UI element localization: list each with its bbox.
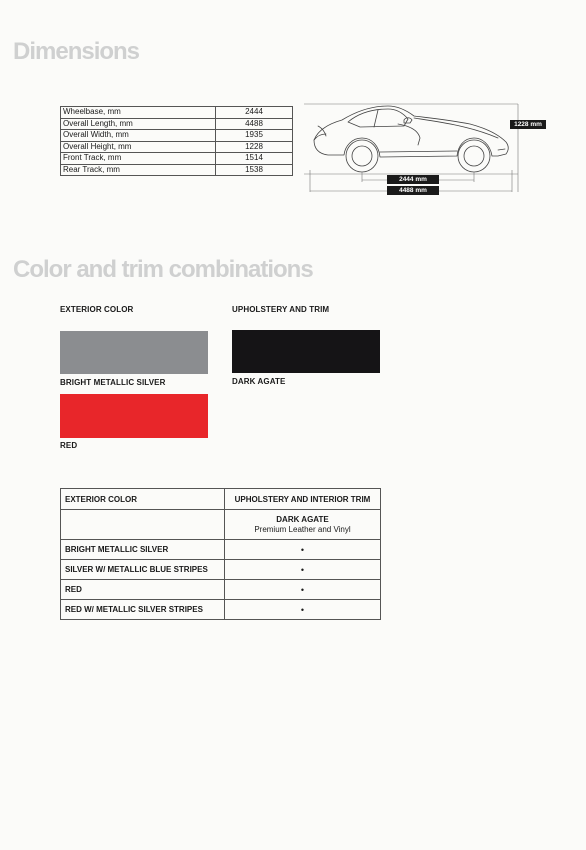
dimension-label: Overall Length, mm <box>61 118 216 130</box>
dimensions-table <box>60 106 293 176</box>
trim-name: DARK AGATE <box>276 515 329 524</box>
color-trim-heading: Color and trim combinations <box>13 256 313 283</box>
dimension-value: 2444 <box>216 107 293 119</box>
swatch-label: RED <box>60 441 78 450</box>
dimensions-heading: Dimensions <box>13 38 140 65</box>
availability-mark: • <box>225 580 381 600</box>
exterior-color-heading: EXTERIOR COLOR <box>60 305 134 314</box>
dimension-value: 4488 <box>216 118 293 130</box>
table-row <box>61 600 381 620</box>
height-dimension-label: 1228 mm <box>510 120 546 129</box>
dimension-label: Overall Width, mm <box>61 130 216 142</box>
exterior-color-cell: SILVER W/ METALLIC BLUE STRIPES <box>61 560 225 580</box>
swatch-label: DARK AGATE <box>232 377 286 386</box>
table-row <box>61 130 293 142</box>
availability-mark: • <box>225 540 381 560</box>
swatch-label: BRIGHT METALLIC SILVER <box>60 378 166 387</box>
table-subheader-row <box>61 510 381 540</box>
bright-metallic-silver-swatch <box>60 331 208 374</box>
table-row <box>61 540 381 560</box>
dimension-label: Rear Track, mm <box>61 164 216 176</box>
upholstery-trim-heading: UPHOLSTERY AND TRIM <box>232 305 330 314</box>
dimension-label: Overall Height, mm <box>61 141 216 153</box>
table-row <box>61 560 381 580</box>
table-row <box>61 580 381 600</box>
trim-description: Premium Leather and Vinyl <box>254 525 351 534</box>
dimension-value: 1538 <box>216 164 293 176</box>
table-row <box>61 118 293 130</box>
exterior-color-cell: RED W/ METALLIC SILVER STRIPES <box>61 600 225 620</box>
table-row <box>61 153 293 165</box>
dimension-value: 1514 <box>216 153 293 165</box>
table-row <box>61 141 293 153</box>
table-header-row <box>61 489 381 510</box>
dimension-label: Front Track, mm <box>61 153 216 165</box>
column-header-upholstery: UPHOLSTERY AND INTERIOR TRIM <box>225 489 381 510</box>
length-dimension-label: 4488 mm <box>387 186 439 195</box>
wheelbase-dimension-label: 2444 mm <box>387 175 439 184</box>
column-header-exterior: EXTERIOR COLOR <box>61 489 225 510</box>
table-row <box>61 107 293 119</box>
exterior-color-cell: BRIGHT METALLIC SILVER <box>61 540 225 560</box>
dimension-value: 1228 <box>216 141 293 153</box>
table-row <box>61 164 293 176</box>
availability-mark: • <box>225 600 381 620</box>
dimension-value: 1935 <box>216 130 293 142</box>
dimension-label: Wheelbase, mm <box>61 107 216 119</box>
red-swatch <box>60 394 208 438</box>
exterior-color-cell: RED <box>61 580 225 600</box>
color-trim-combination-table <box>60 488 381 620</box>
dark-agate-swatch <box>232 330 380 373</box>
availability-mark: • <box>225 560 381 580</box>
